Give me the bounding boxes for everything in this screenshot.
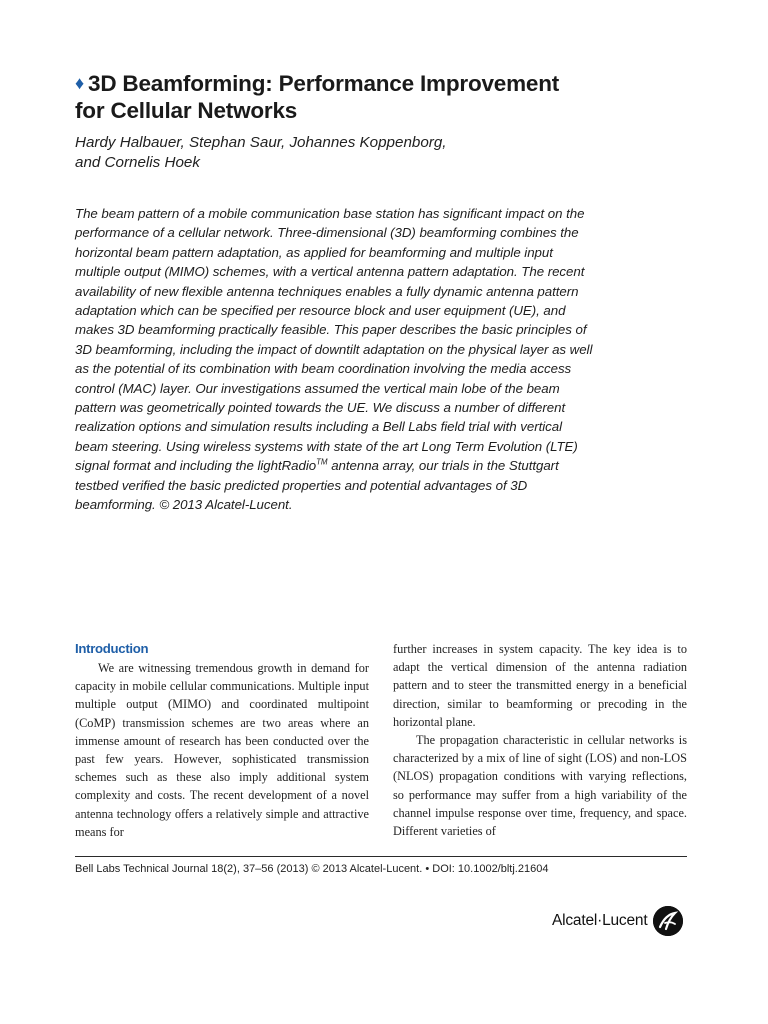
- section-heading-introduction: Introduction: [75, 641, 149, 656]
- authors-line1: Hardy Halbauer, Stephan Saur, Johannes Koppenborg,: [75, 134, 447, 151]
- article-title: [75, 70, 635, 124]
- abstract-text-part2: antenna array, our trials in the Stuttgart testbed verified the basic predicted properties and potential advantages of 3D beamforming. © 2013 Alcatel-Lucent.: [75, 458, 559, 513]
- body-columns: [75, 640, 687, 845]
- abstract: [75, 204, 595, 515]
- author-list: [75, 133, 595, 172]
- intro-paragraph-1: We are witnessing tremendous growth in demand for capacity in mobile cellular communications. Multiple input multiple output (MIMO) and coordinated multipoint (CoMP) transmission schemes are two areas where an immense amount of research has been conducted over the past few years. However, sophisticated transmission schemes such as these also imply additional system complexity and costs. The recent development of a novel antenna technology offers a relatively simple and attractive means for: [75, 661, 369, 839]
- left-column: [75, 640, 369, 841]
- diamond-marker-icon: ♦: [75, 73, 84, 93]
- article-title-line1: 3D Beamforming: Performance Improvement: [88, 71, 560, 96]
- alcatel-lucent-logo-icon: [653, 906, 683, 936]
- authors-line2: and Cornelis Hoek: [75, 153, 200, 171]
- alcatel-lucent-logo: [552, 904, 683, 938]
- intro-paragraph-2: further increases in system capacity. The key idea is to adapt the vertical dimension of the antenna radiation pattern and to steer the transmitted energy in a beneficial direction, similar to beamforming or precoding in the horizontal plane.: [393, 642, 687, 729]
- trademark-superscript: TM: [316, 457, 328, 467]
- footer-divider: [75, 856, 687, 857]
- citation-footer: Bell Labs Technical Journal 18(2), 37–56 (2013) © 2013 Alcatel-Lucent. • DOI: 10.1002/bltj.21604: [75, 863, 549, 875]
- article-header: [75, 70, 635, 124]
- right-column: [393, 640, 687, 840]
- logo-wordmark: Alcatel·Lucent: [552, 912, 648, 929]
- abstract-text-part1: The beam pattern of a mobile communication base station has significant impact on the performance of a cellular network. Three-dimensional (3D) beamforming combines the horizontal beam pattern adaptation, as applied for beamforming and multiple input multiple output (MIMO) schemes, with a vertical antenna pattern adaptation. The recent availability of new flexible antenna techniques enables a fully dynamic antenna pattern adaptation which can be specified per resource block and user equipment (UE), and makes 3D beamforming practically feasible. This paper describes the basic principles of 3D beamforming, including the impact of downtilt adaptation on the physical layer as well as the potential of its combination with beam coordination involving the media access control (MAC) layer. Our investigations assumed the vertical main lobe of the beam pattern was geometrically pointed towards the UE. We discuss a number of different realization options and simulation results including a Bell Labs field trial with vertical beam steering. Using wireless systems with state of the art Long Term Evolution (LTE) signal format and including the lightRadio: [75, 206, 593, 474]
- article-title-line2: for Cellular Networks: [75, 98, 298, 123]
- intro-paragraph-3: The propagation characteristic in cellular networks is characterized by a mix of line of sight (LOS) and non-LOS (NLOS) propagation conditions with varying reflections, so performance may suffer from a high variability of the channel impulse response over time, frequency, and space. Different varieties of: [393, 733, 687, 839]
